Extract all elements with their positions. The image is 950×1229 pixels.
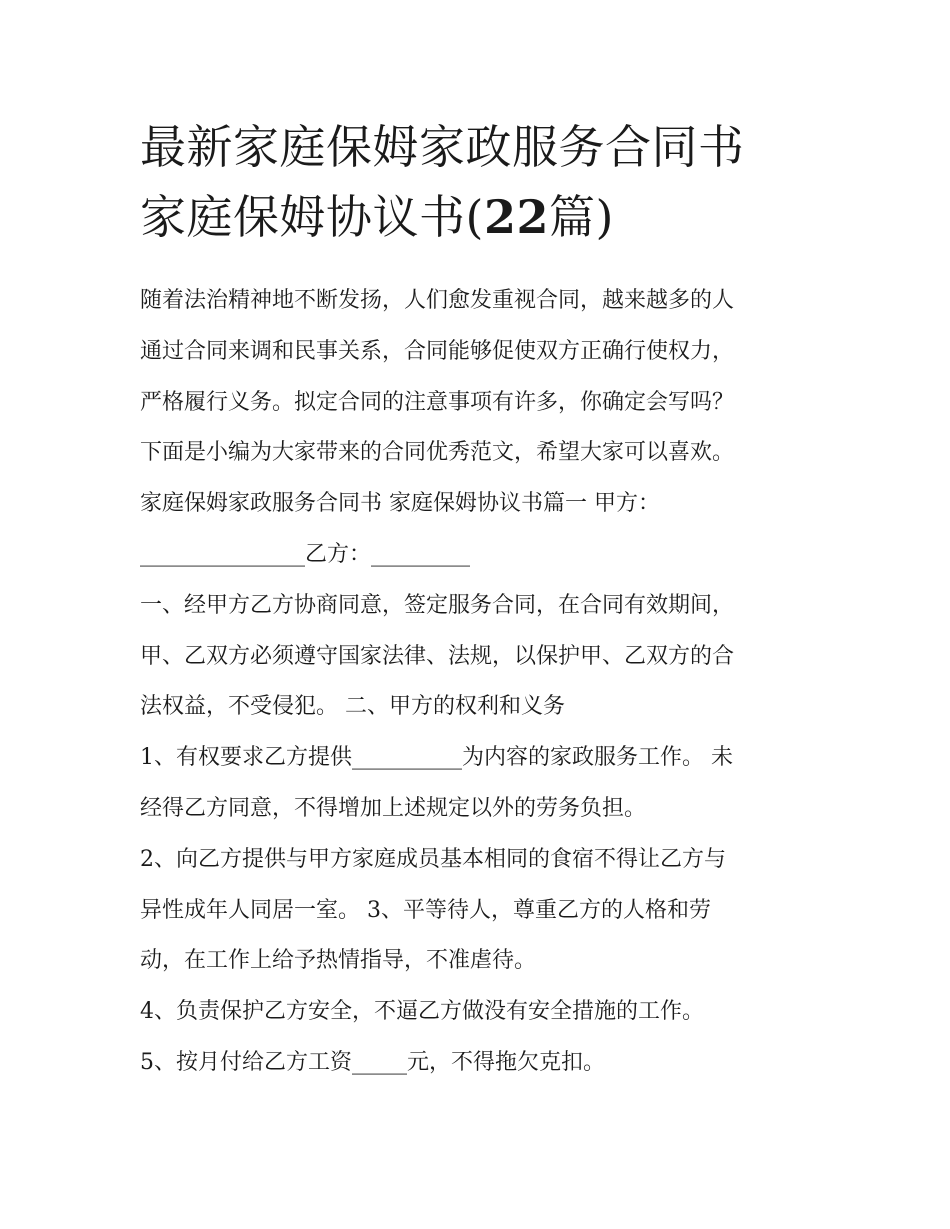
body-line: 5、按月付给乙方工资_____元，不得拖欠克扣。 [140, 1049, 605, 1075]
body-line: 随着法治精神地不断发扬，人们愈发重视合同，越来越多的人 [140, 288, 735, 313]
body-line: 法权益，不受侵犯。 二、甲方的权利和义务 [140, 694, 565, 720]
body-line: 通过合同来调和民事关系，合同能够促使双方正确行使权力， [140, 338, 735, 364]
body-line: 1、有权要求乙方提供__________为内容的家政服务工作。 未 [140, 745, 733, 771]
body-line: 异性成年人同居一室。 3、平等待人，尊重乙方的人格和劳 [140, 897, 711, 923]
title-line-1: 最新家庭保姆家政服务合同书 [140, 120, 745, 174]
body-line: 下面是小编为大家带来的合同优秀范文，希望大家可以喜欢。 [140, 440, 735, 466]
body-line: 动，在工作上给予热情指导，不准虐待。 [140, 948, 537, 974]
title-line-2-prefix: 家庭保姆协议书( [140, 190, 484, 244]
body-line: 一、经甲方乙方协商同意，签定服务合同，在合同有效期间， [140, 592, 735, 618]
document-body [140, 276, 820, 1089]
title-line-2-number: 22 [483, 190, 549, 244]
body-line: 严格履行义务。拟定合同的注意事项有许多，你确定会写吗？ [140, 389, 735, 415]
body-line-signature-blanks: _______________乙方：_________ [140, 541, 471, 567]
body-line: 2、向乙方提供与甲方家庭成员基本相同的食宿不得让乙方与 [140, 846, 726, 872]
body-line: 家庭保姆家政服务合同书 家庭保姆协议书篇一 甲方： [140, 491, 660, 517]
body-line: 4、负责保护乙方安全，不逼乙方做没有安全措施的工作。 [140, 999, 704, 1025]
document-title [140, 112, 840, 252]
body-line: 经得乙方同意，不得增加上述规定以外的劳务负担。 [140, 795, 647, 821]
body-line: 甲、乙双方必须遵守国家法律、法规，以保护甲、乙双方的合 [140, 643, 735, 669]
title-line-2-suffix: 篇) [548, 190, 614, 244]
